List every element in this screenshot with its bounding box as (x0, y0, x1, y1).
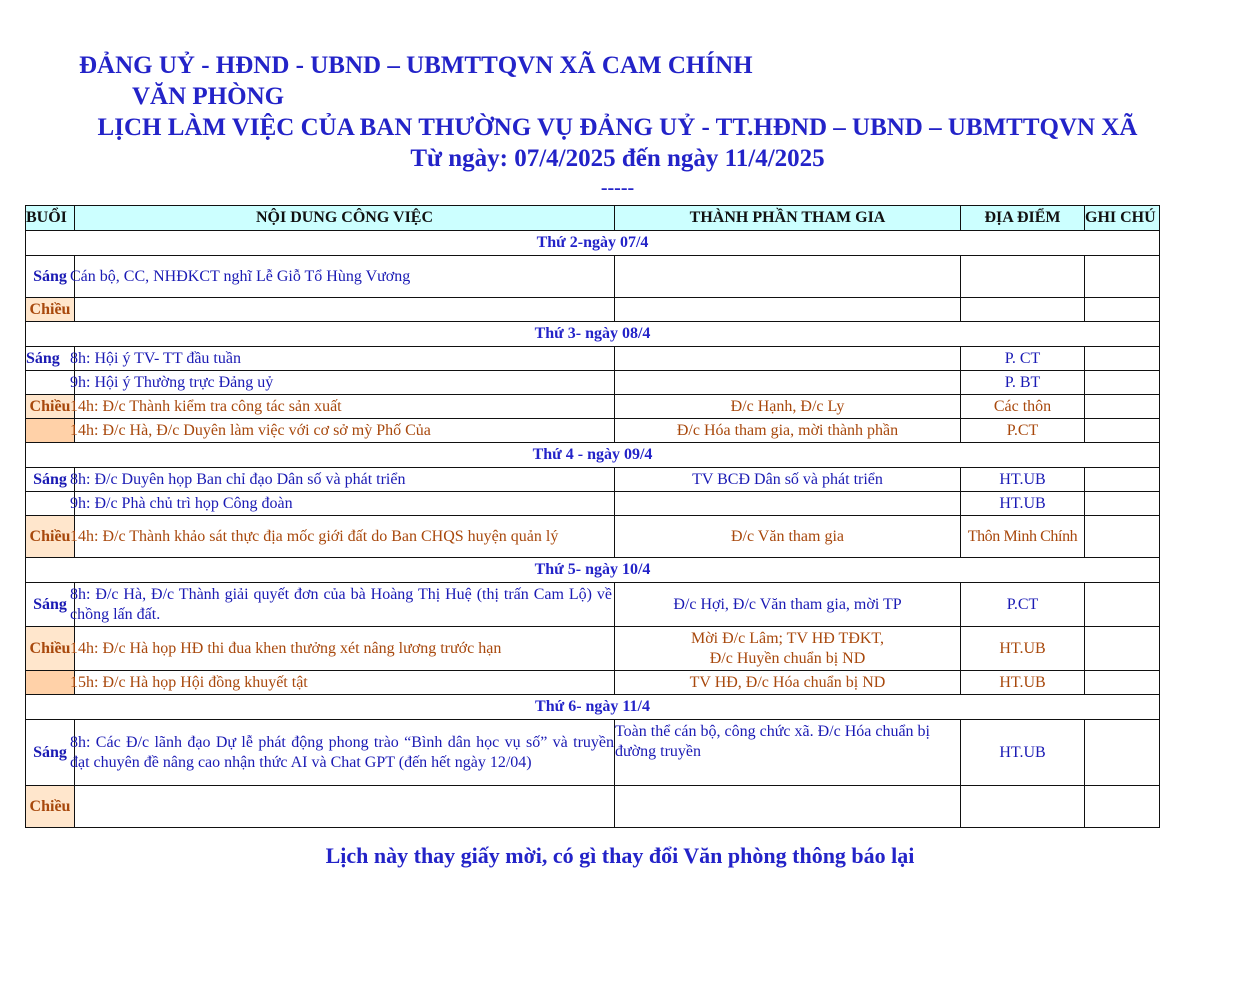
note-cell (1085, 298, 1160, 322)
session-cell: Chiều (26, 627, 75, 671)
content-cell (70, 395, 615, 419)
content-cell (70, 720, 615, 786)
note-cell (1085, 347, 1160, 371)
location-cell: HT.UB (961, 720, 1085, 786)
day-heading: Thứ 6- ngày 11/4 (26, 695, 1160, 720)
content-cell (70, 627, 615, 671)
location-cell: P. CT (961, 347, 1085, 371)
participants-cell: TV BCĐ Dân số và phát triển (615, 468, 961, 492)
session-cell: Sáng (26, 347, 75, 371)
table-row (26, 347, 1160, 371)
note-cell (1085, 395, 1160, 419)
content-cell (75, 786, 615, 828)
content-cell (70, 516, 615, 558)
session-cell: Chiều (26, 516, 75, 558)
content-text: 8h: Đ/c Hà, Đ/c Thành giải quyết đơn của bà Hoàng Thị Huệ (thị trấn Cam Lộ) về chồng lấn đất. (70, 585, 612, 623)
table-row (26, 583, 1160, 627)
separator: ----- (600, 177, 635, 199)
col-header-content: NỘI DUNG CÔNG VIỆC (75, 206, 615, 231)
location-cell: HT.UB (961, 492, 1085, 516)
schedule-title: LỊCH LÀM VIỆC CỦA BAN THƯỜNG VỤ ĐẢNG UỶ - TT.HĐND – UBND – UBMTTQVN XÃ (97, 114, 1138, 141)
participants-cell (615, 298, 961, 322)
note-cell (1085, 671, 1160, 695)
participants-text: Toàn thể cán bộ, công chức xã. Đ/c Hóa chuẩn bị đường truyền (615, 723, 930, 760)
participants-cell: Đ/c Hóa tham gia, mời thành phần (615, 419, 961, 443)
table-row (26, 419, 1160, 443)
participants-text: Mời Đ/c Lâm; TV HĐ TĐKT, Đ/c Huyền chuẩn bị ND (690, 629, 885, 667)
content-cell (70, 468, 615, 492)
location-cell (961, 256, 1085, 298)
participants-cell (615, 492, 961, 516)
content-text: 8h: Hội ý TV- TT đầu tuần (70, 349, 241, 367)
location-cell: HT.UB (961, 671, 1085, 695)
session-cell: Chiều (26, 395, 75, 419)
note-cell (1085, 256, 1160, 298)
session-cell: Sáng (26, 256, 75, 298)
content-text: 8h: Đ/c Duyên họp Ban chỉ đạo Dân số và phát triển (70, 470, 406, 488)
participants-cell: Đ/c Hạnh, Đ/c Ly (615, 395, 961, 419)
location-cell: HT.UB (961, 627, 1085, 671)
session-cell (26, 419, 75, 443)
org-title: ĐẢNG UỶ - HĐND - UBND – UBMTTQVN XÃ CAM CHÍNH (79, 52, 753, 79)
note-cell (1085, 583, 1160, 627)
table-row (26, 627, 1160, 671)
content-text: 15h: Đ/c Hà họp Hội đồng khuyết tật (70, 673, 308, 691)
office-title: VĂN PHÒNG (132, 83, 285, 110)
session-cell: Chiều (26, 298, 75, 322)
note-cell (1085, 516, 1160, 558)
day-heading: Thứ 5- ngày 10/4 (26, 558, 1160, 583)
content-text: 14h: Đ/c Hà, Đ/c Duyên làm việc với cơ sở mỳ Phố Của (70, 421, 431, 439)
content-cell (70, 347, 615, 371)
table-row (26, 468, 1160, 492)
content-text: Cán bộ, CC, NHĐKCT nghĩ Lễ Giỗ Tổ Hùng Vương (70, 267, 411, 285)
location-cell: P. BT (961, 371, 1085, 395)
table-row (26, 671, 1160, 695)
content-cell (70, 671, 615, 695)
table-row (26, 371, 1160, 395)
participants-cell: Đ/c Hợi, Đ/c Văn tham gia, mời TP (615, 583, 961, 627)
note-cell (1085, 419, 1160, 443)
content-cell (70, 371, 615, 395)
participants-cell (615, 256, 961, 298)
participants-cell: TV HĐ, Đ/c Hóa chuẩn bị ND (615, 671, 961, 695)
schedule-table (25, 205, 1160, 828)
table-row (26, 720, 1160, 786)
location-cell: Các thôn (961, 395, 1085, 419)
content-text: 14h: Đ/c Hà họp HĐ thi đua khen thưởng xét nâng lương trước hạn (70, 639, 502, 657)
participants-cell (615, 627, 961, 671)
session-cell: Sáng (26, 468, 75, 492)
location-cell (961, 298, 1085, 322)
day-heading: Thứ 3- ngày 08/4 (26, 322, 1160, 347)
note-cell (1085, 786, 1160, 828)
participants-cell (615, 786, 961, 828)
note-cell (1085, 468, 1160, 492)
session-cell (26, 492, 75, 516)
content-cell (70, 492, 615, 516)
location-cell: P.CT (961, 419, 1085, 443)
date-range: Từ ngày: 07/4/2025 đến ngày 11/4/2025 (410, 145, 825, 172)
session-cell (26, 671, 75, 695)
content-text: 14h: Đ/c Thành khảo sát thực địa mốc giới đất do Ban CHQS huyện quản lý (70, 527, 559, 545)
table-header-row (26, 206, 1160, 231)
col-header-session: BUỔI (26, 206, 75, 231)
content-cell (70, 419, 615, 443)
note-cell (1085, 492, 1160, 516)
table-row (26, 516, 1160, 558)
content-cell (70, 256, 615, 298)
footer-note: Lịch này thay giấy mời, có gì thay đổi Văn phòng thông báo lại (325, 843, 915, 868)
content-text: 14h: Đ/c Thành kiểm tra công tác sản xuất (70, 397, 342, 415)
content-cell (75, 298, 615, 322)
content-text: 9h: Đ/c Phà chủ trì họp Công đoàn (70, 494, 293, 512)
location-cell (961, 786, 1085, 828)
table-row (26, 395, 1160, 419)
table-row (26, 298, 1160, 322)
col-header-participants: THÀNH PHẦN THAM GIA (615, 206, 961, 231)
note-cell (1085, 720, 1160, 786)
table-row (26, 492, 1160, 516)
session-cell (26, 371, 75, 395)
content-cell (70, 583, 615, 627)
content-text: 8h: Các Đ/c lãnh đạo Dự lễ phát động phong trào “Bình dân học vụ số” và truyền đạt chuyên đề nâng cao nhận thức AI và Chat GPT (đến hết ngày 12/04) (70, 733, 614, 771)
day-heading: Thứ 4 - ngày 09/4 (26, 443, 1160, 468)
location-cell: Thôn Minh Chính (961, 516, 1085, 558)
session-cell: Sáng (26, 583, 75, 627)
note-cell (1085, 627, 1160, 671)
day-heading: Thứ 2-ngày 07/4 (26, 231, 1160, 256)
session-cell: Sáng (26, 720, 75, 786)
location-cell: HT.UB (961, 468, 1085, 492)
participants-cell (615, 347, 961, 371)
participants-cell: Đ/c Văn tham gia (615, 516, 961, 558)
session-cell: Chiều (26, 786, 75, 828)
col-header-location: ĐỊA ĐIỂM (961, 206, 1085, 231)
col-header-note: GHI CHÚ (1085, 206, 1160, 231)
table-row (26, 256, 1160, 298)
participants-cell (615, 371, 961, 395)
table-row (26, 786, 1160, 828)
location-cell: P.CT (961, 583, 1085, 627)
content-text: 9h: Hội ý Thường trực Đảng uỷ (70, 373, 274, 391)
note-cell (1085, 371, 1160, 395)
participants-cell (615, 720, 961, 786)
